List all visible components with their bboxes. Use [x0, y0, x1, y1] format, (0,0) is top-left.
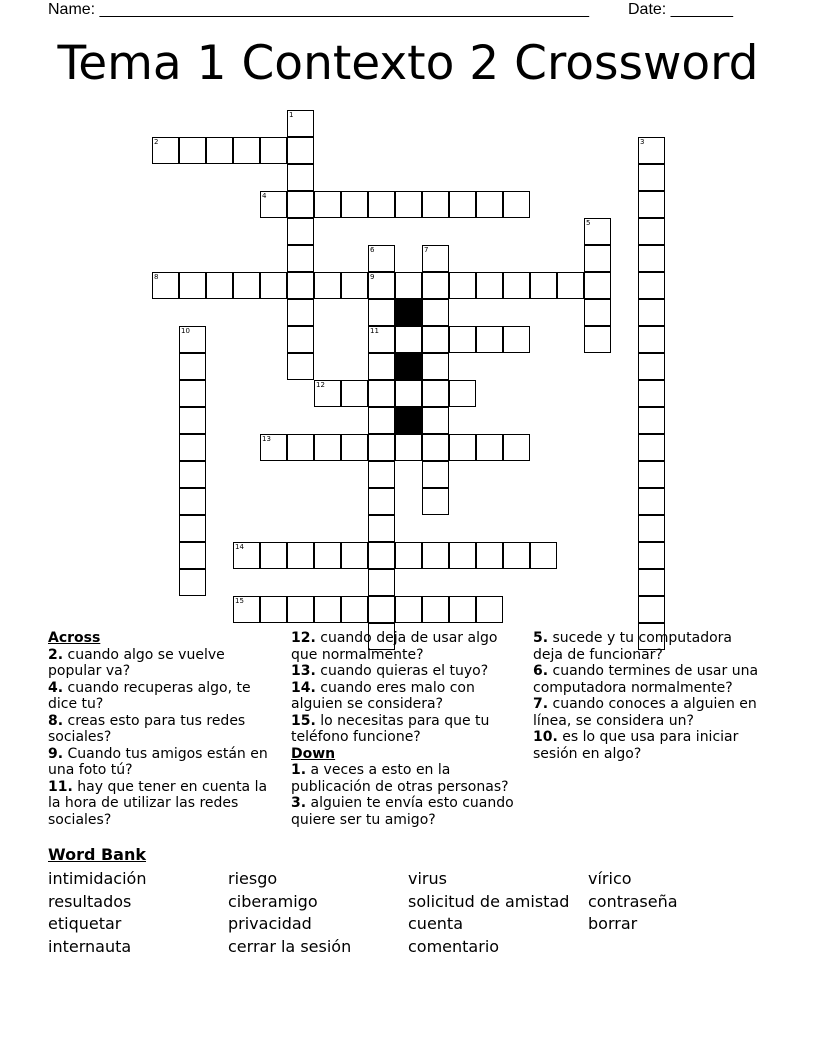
grid-cell[interactable] — [287, 137, 314, 164]
grid-cell[interactable] — [503, 434, 530, 461]
clue-across-4: 4. cuando recuperas algo, te dice tu? — [48, 679, 251, 712]
grid-cell[interactable] — [314, 434, 341, 461]
grid-cell[interactable] — [557, 272, 584, 299]
word-bank-item: ciberamigo — [228, 892, 318, 911]
grid-cell[interactable] — [638, 137, 665, 164]
word-bank-item: vírico — [588, 869, 632, 888]
grid-cell[interactable] — [179, 137, 206, 164]
grid-cell[interactable] — [287, 191, 314, 218]
grid-cell[interactable] — [584, 299, 611, 326]
grid-cell[interactable] — [233, 596, 260, 623]
grid-cell[interactable] — [395, 272, 422, 299]
grid-cell[interactable] — [260, 596, 287, 623]
clue-down-3: 3. alguien te envía esto cuando quiere ser tu amigo? — [291, 795, 514, 828]
grid-cell[interactable] — [152, 137, 179, 164]
grid-cell[interactable] — [422, 353, 449, 380]
grid-cell[interactable] — [179, 488, 206, 515]
down-heading: Down — [291, 745, 336, 762]
word-bank-item: cuenta — [408, 914, 463, 933]
grid-cell[interactable] — [638, 353, 665, 380]
clue-across-13: 13. cuando quieras el tuyo? — [291, 663, 489, 679]
word-bank-item: intimidación — [48, 869, 147, 888]
grid-cell[interactable] — [584, 218, 611, 245]
grid-cell[interactable] — [395, 542, 422, 569]
grid-cell[interactable] — [395, 191, 422, 218]
clue-across-14: 14. cuando eres malo con alguien se considera? — [291, 679, 475, 712]
word-bank-item: comentario — [408, 937, 500, 956]
grid-cell[interactable] — [503, 272, 530, 299]
grid-cell[interactable] — [584, 272, 611, 299]
grid-cell[interactable] — [206, 272, 233, 299]
grid-cell[interactable] — [179, 326, 206, 353]
grid-cell[interactable] — [638, 596, 665, 623]
across-heading: Across — [48, 630, 101, 646]
grid-cell[interactable] — [179, 380, 206, 407]
grid-cell[interactable] — [422, 299, 449, 326]
grid-cell[interactable] — [638, 272, 665, 299]
cell-number: 2 — [154, 138, 159, 146]
word-bank-item: internauta — [48, 937, 132, 956]
grid-cell[interactable] — [287, 218, 314, 245]
grid-cell[interactable] — [287, 542, 314, 569]
grid-cell[interactable] — [476, 272, 503, 299]
grid-cell[interactable] — [638, 569, 665, 596]
grid-cell[interactable] — [287, 434, 314, 461]
clue-across-8: 8. creas esto para tus redes sociales? — [48, 712, 246, 745]
grid-cell[interactable] — [530, 272, 557, 299]
clue-column-3 — [533, 630, 765, 762]
clue-across-2: 2. cuando algo se vuelve popular va? — [48, 646, 225, 679]
cell-number: 3 — [640, 138, 645, 146]
grid-cell[interactable] — [449, 380, 476, 407]
grid-cell[interactable] — [368, 191, 395, 218]
clue-down-5: 5. sucede y tu computadora deja de funcionar? — [533, 630, 733, 663]
grid-cell[interactable] — [584, 245, 611, 272]
grid-cell[interactable] — [476, 191, 503, 218]
clue-column-1 — [48, 630, 280, 828]
grid-cell[interactable] — [638, 326, 665, 353]
grid-cell[interactable] — [341, 542, 368, 569]
clue-down-1: 1. a veces a esto en la publicación de otras personas? — [291, 762, 509, 795]
cell-number: 8 — [154, 273, 159, 281]
clue-across-11: 11. hay que tener en cuenta la la hora de utilizar las redes sociales? — [48, 778, 268, 828]
cell-number: 14 — [235, 543, 244, 551]
grid-cell[interactable] — [422, 542, 449, 569]
grid-cell[interactable] — [368, 515, 395, 542]
cell-number: 9 — [370, 273, 375, 281]
grid-cell[interactable] — [422, 245, 449, 272]
grid-cell[interactable] — [152, 272, 179, 299]
grid-cell[interactable] — [476, 434, 503, 461]
grid-cell[interactable] — [395, 596, 422, 623]
cell-number: 1 — [289, 111, 294, 119]
grid-cell[interactable] — [638, 488, 665, 515]
grid-cell[interactable] — [368, 569, 395, 596]
grid-cell[interactable] — [287, 245, 314, 272]
grid-cell[interactable] — [314, 542, 341, 569]
grid-cell[interactable] — [287, 326, 314, 353]
grid-cell[interactable] — [638, 434, 665, 461]
word-bank-item: contraseña — [588, 892, 678, 911]
clue-across-15: 15. lo necesitas para que tu teléfono funcione? — [291, 712, 490, 745]
grid-cell[interactable] — [368, 299, 395, 326]
cell-number: 6 — [370, 246, 375, 254]
cell-number: 15 — [235, 597, 244, 605]
grid-cell[interactable] — [260, 191, 287, 218]
grid-cell[interactable] — [422, 380, 449, 407]
date-line[interactable]: Date: _______ — [628, 1, 733, 18]
grid-cell[interactable] — [449, 596, 476, 623]
word-bank-item: virus — [408, 869, 447, 888]
grid-cell[interactable] — [422, 461, 449, 488]
grid-cell[interactable] — [422, 326, 449, 353]
clue-across-12: 12. cuando deja de usar algo que normalmente? — [291, 630, 498, 663]
grid-cell[interactable] — [638, 299, 665, 326]
grid-cell[interactable] — [341, 191, 368, 218]
grid-cell[interactable] — [287, 299, 314, 326]
clue-down-6: 6. cuando termines de usar una computadora normalmente? — [533, 663, 759, 696]
grid-cell[interactable] — [449, 434, 476, 461]
grid-cell[interactable] — [476, 326, 503, 353]
grid-cell[interactable] — [287, 596, 314, 623]
grid-cell[interactable] — [368, 596, 395, 623]
grid-cell[interactable] — [368, 353, 395, 380]
grid-cell[interactable] — [179, 515, 206, 542]
grid-cell[interactable] — [638, 245, 665, 272]
grid-cell[interactable] — [584, 326, 611, 353]
grid-cell[interactable] — [638, 191, 665, 218]
word-bank-item: cerrar la sesión — [228, 937, 352, 956]
grid-cell[interactable] — [233, 542, 260, 569]
word-bank-item: borrar — [588, 914, 638, 933]
grid-cell[interactable] — [179, 272, 206, 299]
grid-cell[interactable] — [287, 110, 314, 137]
clue-down-10: 10. es lo que usa para iniciar sesión en algo? — [533, 729, 739, 762]
word-bank-item: solicitud de amistad — [408, 892, 570, 911]
blocked-cell — [395, 353, 422, 380]
cell-number: 7 — [424, 246, 429, 254]
blocked-cell — [395, 299, 422, 326]
grid-cell[interactable] — [422, 272, 449, 299]
grid-cell[interactable] — [287, 272, 314, 299]
grid-cell[interactable] — [179, 461, 206, 488]
page-title: Tema 1 Contexto 2 Crossword — [57, 36, 759, 91]
cell-number: 13 — [262, 435, 271, 443]
word-bank-title: Word Bank — [48, 845, 147, 864]
clue-across-9: 9. Cuando tus amigos están en una foto tú? — [48, 745, 268, 778]
grid-cell[interactable] — [638, 515, 665, 542]
grid-cell[interactable] — [476, 542, 503, 569]
cell-number: 4 — [262, 192, 267, 200]
grid-cell[interactable] — [638, 218, 665, 245]
grid-cell[interactable] — [368, 461, 395, 488]
grid-cell[interactable] — [530, 542, 557, 569]
grid-cell[interactable] — [233, 272, 260, 299]
grid-cell[interactable] — [368, 245, 395, 272]
grid-cell[interactable] — [314, 191, 341, 218]
grid-cell[interactable] — [260, 272, 287, 299]
grid-cell[interactable] — [422, 191, 449, 218]
grid-cell[interactable] — [422, 596, 449, 623]
grid-cell[interactable] — [503, 542, 530, 569]
word-bank-item: riesgo — [228, 869, 278, 888]
grid-cell[interactable] — [368, 542, 395, 569]
grid-cell[interactable] — [260, 137, 287, 164]
name-line[interactable]: Name: _______________________________________________________ — [48, 1, 589, 18]
grid-cell[interactable] — [341, 272, 368, 299]
grid-cell[interactable] — [314, 380, 341, 407]
cell-number: 12 — [316, 381, 325, 389]
grid-cell[interactable] — [341, 596, 368, 623]
grid-cell[interactable] — [638, 407, 665, 434]
word-bank-item: resultados — [48, 892, 132, 911]
clue-column-2 — [291, 630, 523, 828]
grid-cell[interactable] — [449, 542, 476, 569]
grid-cell[interactable] — [368, 434, 395, 461]
grid-cell[interactable] — [449, 272, 476, 299]
grid-cell[interactable] — [422, 434, 449, 461]
grid-cell[interactable] — [638, 380, 665, 407]
grid-cell[interactable] — [449, 191, 476, 218]
grid-cell[interactable] — [314, 596, 341, 623]
blocked-cell — [395, 407, 422, 434]
grid-cell[interactable] — [368, 488, 395, 515]
grid-cell[interactable] — [233, 137, 260, 164]
grid-cell[interactable] — [368, 326, 395, 353]
grid-cell[interactable] — [422, 488, 449, 515]
cell-number: 11 — [370, 327, 379, 335]
grid-cell[interactable] — [341, 380, 368, 407]
grid-cell[interactable] — [179, 569, 206, 596]
grid-cell[interactable] — [341, 434, 368, 461]
grid-cell[interactable] — [179, 434, 206, 461]
grid-cell[interactable] — [395, 380, 422, 407]
grid-cell[interactable] — [179, 407, 206, 434]
cell-number: 5 — [586, 219, 591, 227]
grid-cell[interactable] — [368, 407, 395, 434]
grid-cell[interactable] — [638, 164, 665, 191]
clue-down-7: 7. cuando conoces a alguien en línea, se considera un? — [533, 696, 757, 729]
grid-cell[interactable] — [314, 272, 341, 299]
grid-cell[interactable] — [287, 164, 314, 191]
grid-cell[interactable] — [287, 353, 314, 380]
cell-number: 10 — [181, 327, 190, 335]
grid-cell[interactable] — [503, 191, 530, 218]
word-bank-item: privacidad — [228, 914, 312, 933]
grid-cell[interactable] — [395, 434, 422, 461]
grid-cell[interactable] — [368, 380, 395, 407]
grid-cell[interactable] — [179, 353, 206, 380]
grid-cell[interactable] — [449, 326, 476, 353]
grid-cell[interactable] — [476, 596, 503, 623]
grid-cell[interactable] — [179, 542, 206, 569]
word-bank-item: etiquetar — [48, 914, 122, 933]
grid-cell[interactable] — [422, 407, 449, 434]
grid-cell[interactable] — [395, 326, 422, 353]
grid-cell[interactable] — [368, 272, 395, 299]
grid-cell[interactable] — [638, 542, 665, 569]
grid-cell[interactable] — [638, 461, 665, 488]
grid-cell[interactable] — [260, 434, 287, 461]
grid-cell[interactable] — [260, 542, 287, 569]
grid-cell[interactable] — [206, 137, 233, 164]
grid-cell[interactable] — [503, 326, 530, 353]
